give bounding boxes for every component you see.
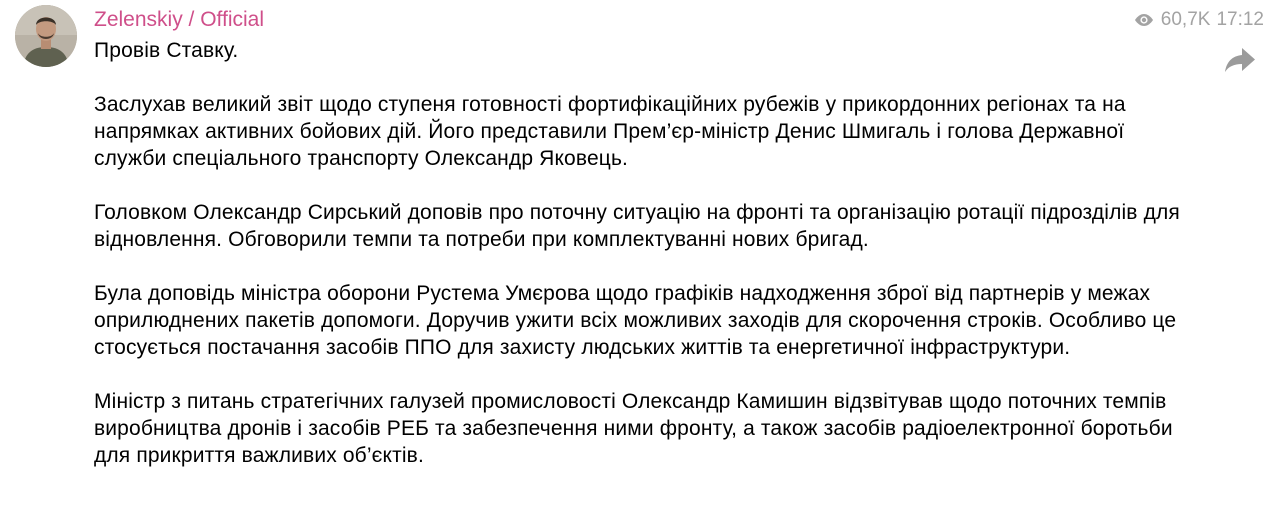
forward-icon[interactable] bbox=[1224, 46, 1256, 74]
message-paragraph: Міністр з питань стратегічних галузей промисловості Олександр Камишин відзвітував щодо поточних темпів виробництва дронів і засобів РЕБ та забезпечення ними фронту, а також засобів радіоелектронної боротьби для прикриття важливих об’єктів. bbox=[94, 390, 1173, 467]
post-meta bbox=[1133, 8, 1264, 32]
channel-name[interactable]: Zelenskiy / Official bbox=[94, 8, 264, 31]
eye-icon bbox=[1133, 12, 1155, 28]
avatar[interactable] bbox=[15, 5, 77, 67]
message-text bbox=[94, 37, 1194, 469]
message-paragraph: Провів Ставку. bbox=[94, 39, 239, 62]
views-count: 60,7K bbox=[1160, 9, 1211, 30]
message-paragraph: Головком Олександр Сирський доповів про поточну ситуацію на фронті та організацію ротації підрозділів для відновлення. Обговорили темпи та потреби при комплектуванні нових бригад. bbox=[94, 201, 1180, 251]
message-paragraph: Була доповідь міністра оборони Рустема Умєрова щодо графіків надходження зброї від партнерів у межах оприлюднених пакетів допомоги. Доручив ужити всіх можливих заходів для скорочення строків. Особливо це стосується постачання засобів ППО для захисту людських життів та енергетичної інфраструктури. bbox=[94, 282, 1177, 359]
post-time: 17:12 bbox=[1216, 9, 1264, 30]
message-paragraph: Заслухав великий звіт щодо ступеня готовності фортифікаційних рубежів у прикордонних регіонах та на напрямках активних бойових дій. Його представили Прем’єр-міністр Денис Шмигаль і голова Державної служби спеціального транспорту Олександр Яковець. bbox=[94, 93, 1126, 170]
